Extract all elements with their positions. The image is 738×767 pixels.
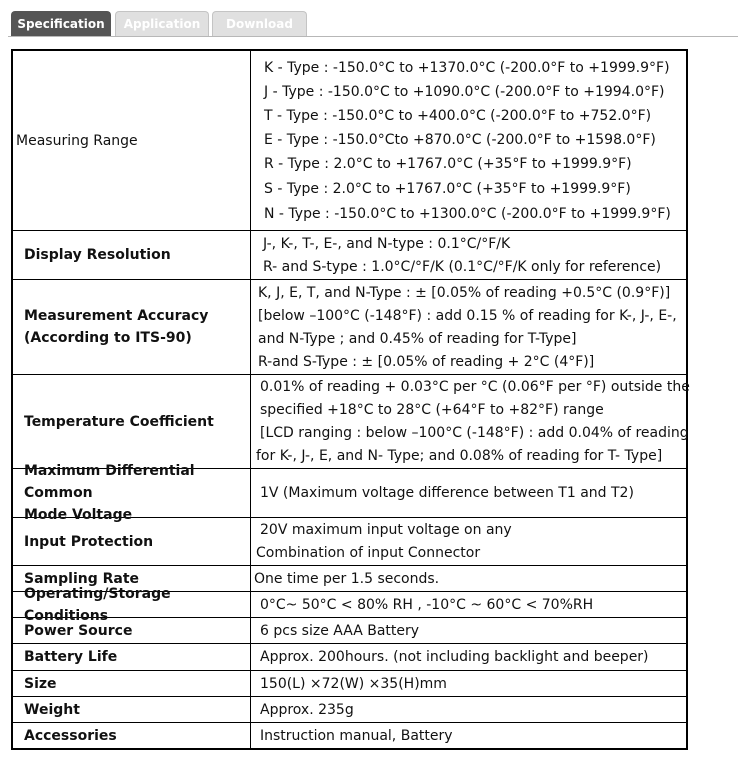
range-k-type: K - Type : -150.0°C to +1370.0°C (-200.0°F to +1999.9°F) xyxy=(264,60,670,76)
operating-storage-value xyxy=(252,592,686,617)
row-battery-life xyxy=(13,644,686,671)
tab-bar xyxy=(0,0,738,37)
range-t-type: T - Type : -150.0°C to +400.0°C (-200.0°F to +752.0°F) xyxy=(264,108,652,124)
measuring-range-label: Measuring Range xyxy=(13,51,251,230)
size-text: 150(L) ×72(W) ×35(H)mm xyxy=(260,676,447,692)
sampling-rate-value xyxy=(252,566,686,591)
power-source-value xyxy=(252,618,686,643)
input-protection-value xyxy=(252,518,686,565)
tab-bar-divider xyxy=(8,36,738,37)
accuracy-line: [below –100°C (-148°F) : add 0.15 % of reading for K-, J-, E-, xyxy=(258,308,677,324)
max-differential-value xyxy=(252,469,686,517)
row-display-resolution xyxy=(13,231,686,280)
measurement-accuracy-label-line: (According to ITS-90) xyxy=(24,330,192,346)
operating-storage-text: 0°C~ 50°C < 80% RH , -10°C ~ 60°C < 70%RH xyxy=(260,597,594,613)
row-accessories xyxy=(13,723,686,748)
range-e-type: E - Type : -150.0°Cto +870.0°C (-200.0°F to +1598.0°F) xyxy=(264,132,656,148)
accuracy-line: K, J, E, T, and N-Type : ± [0.05% of reading +0.5°C (0.9°F)] xyxy=(258,285,671,301)
weight-text: Approx. 235g xyxy=(260,702,354,718)
row-temperature-coefficient xyxy=(13,375,690,469)
display-resolution-line: R- and S-type : 1.0°C/°F/K (0.1°C/°F/K only for reference) xyxy=(263,259,662,275)
sampling-rate-label: Sampling Rate xyxy=(13,566,251,591)
range-r-type: R - Type : 2.0°C to +1767.0°C (+35°F to +1999.9°F) xyxy=(264,156,632,172)
max-differential-label-line: Mode Voltage xyxy=(24,507,133,523)
accuracy-line: and N-Type ; and 0.45% of reading for T-Type] xyxy=(258,331,577,347)
max-differential-label xyxy=(13,463,251,523)
operating-storage-label: Operating/Storage Conditions xyxy=(13,592,251,617)
size-label: Size xyxy=(13,671,251,696)
max-differential-label-line: Maximum Differential Common xyxy=(24,463,195,501)
measurement-accuracy-label xyxy=(13,280,251,374)
range-n-type: N - Type : -150.0°C to +1300.0°C (-200.0°F to +1999.9°F) xyxy=(264,206,671,222)
display-resolution-label: Display Resolution xyxy=(13,231,251,279)
coefficient-line: [LCD ranging : below –100°C (-148°F) : add 0.04% of reading xyxy=(260,425,689,441)
input-protection-label: Input Protection xyxy=(13,518,251,565)
tab-application[interactable]: Application xyxy=(115,11,209,37)
sampling-rate-text: One time per 1.5 seconds. xyxy=(254,571,440,587)
measurement-accuracy-value xyxy=(252,280,686,374)
row-measurement-accuracy xyxy=(13,280,686,375)
accessories-label: Accessories xyxy=(13,723,251,748)
weight-label: Weight xyxy=(13,697,251,722)
battery-life-label: Battery Life xyxy=(13,644,251,670)
coefficient-line: 0.01% of reading + 0.03°C per °C (0.06°F per °F) outside the xyxy=(260,379,690,395)
accuracy-line: R-and S-Type : ± [0.05% of reading + 2°C (4°F)] xyxy=(258,354,595,370)
size-value xyxy=(252,671,686,696)
measurement-accuracy-label-line: Measurement Accuracy xyxy=(24,308,209,324)
input-protection-line: Combination of input Connector xyxy=(256,545,481,561)
measuring-range-value xyxy=(252,51,686,230)
temperature-coefficient-label: Temperature Coefficient xyxy=(13,375,251,468)
coefficient-line: for K-, J-, E, and N- Type; and 0.08% of reading for T- Type] xyxy=(256,448,663,464)
row-measuring-range xyxy=(13,51,686,231)
input-protection-line: 20V maximum input voltage on any xyxy=(260,522,512,538)
battery-life-text: Approx. 200hours. (not including backlight and beeper) xyxy=(260,649,649,665)
power-source-text: 6 pcs size AAA Battery xyxy=(260,623,420,639)
accessories-text: Instruction manual, Battery xyxy=(260,728,453,744)
range-j-type: J - Type : -150.0°C to +1090.0°C (-200.0°F to +1994.0°F) xyxy=(264,84,665,100)
accessories-value xyxy=(252,723,686,748)
coefficient-line: specified +18°C to 28°C (+64°F to +82°F) range xyxy=(260,402,604,418)
row-power-source xyxy=(13,618,686,644)
power-source-label: Power Source xyxy=(13,618,251,643)
weight-value xyxy=(252,697,686,722)
tab-specification[interactable]: Specification xyxy=(11,11,111,37)
battery-life-value xyxy=(252,644,686,670)
display-resolution-line: J-, K-, T-, E-, and N-type : 0.1°C/°F/K xyxy=(263,236,511,252)
range-s-type: S - Type : 2.0°C to +1767.0°C (+35°F to +1999.9°F) xyxy=(264,181,631,197)
row-operating-storage xyxy=(13,585,686,624)
temperature-coefficient-value xyxy=(252,375,690,468)
row-size xyxy=(13,671,686,697)
display-resolution-value xyxy=(252,231,686,279)
specification-table xyxy=(11,49,688,750)
row-weight xyxy=(13,697,686,723)
max-differential-text: 1V (Maximum voltage difference between T1 and T2) xyxy=(260,485,634,501)
row-input-protection xyxy=(13,518,686,566)
row-max-differential xyxy=(13,463,686,523)
tab-download[interactable]: Download xyxy=(212,11,307,37)
